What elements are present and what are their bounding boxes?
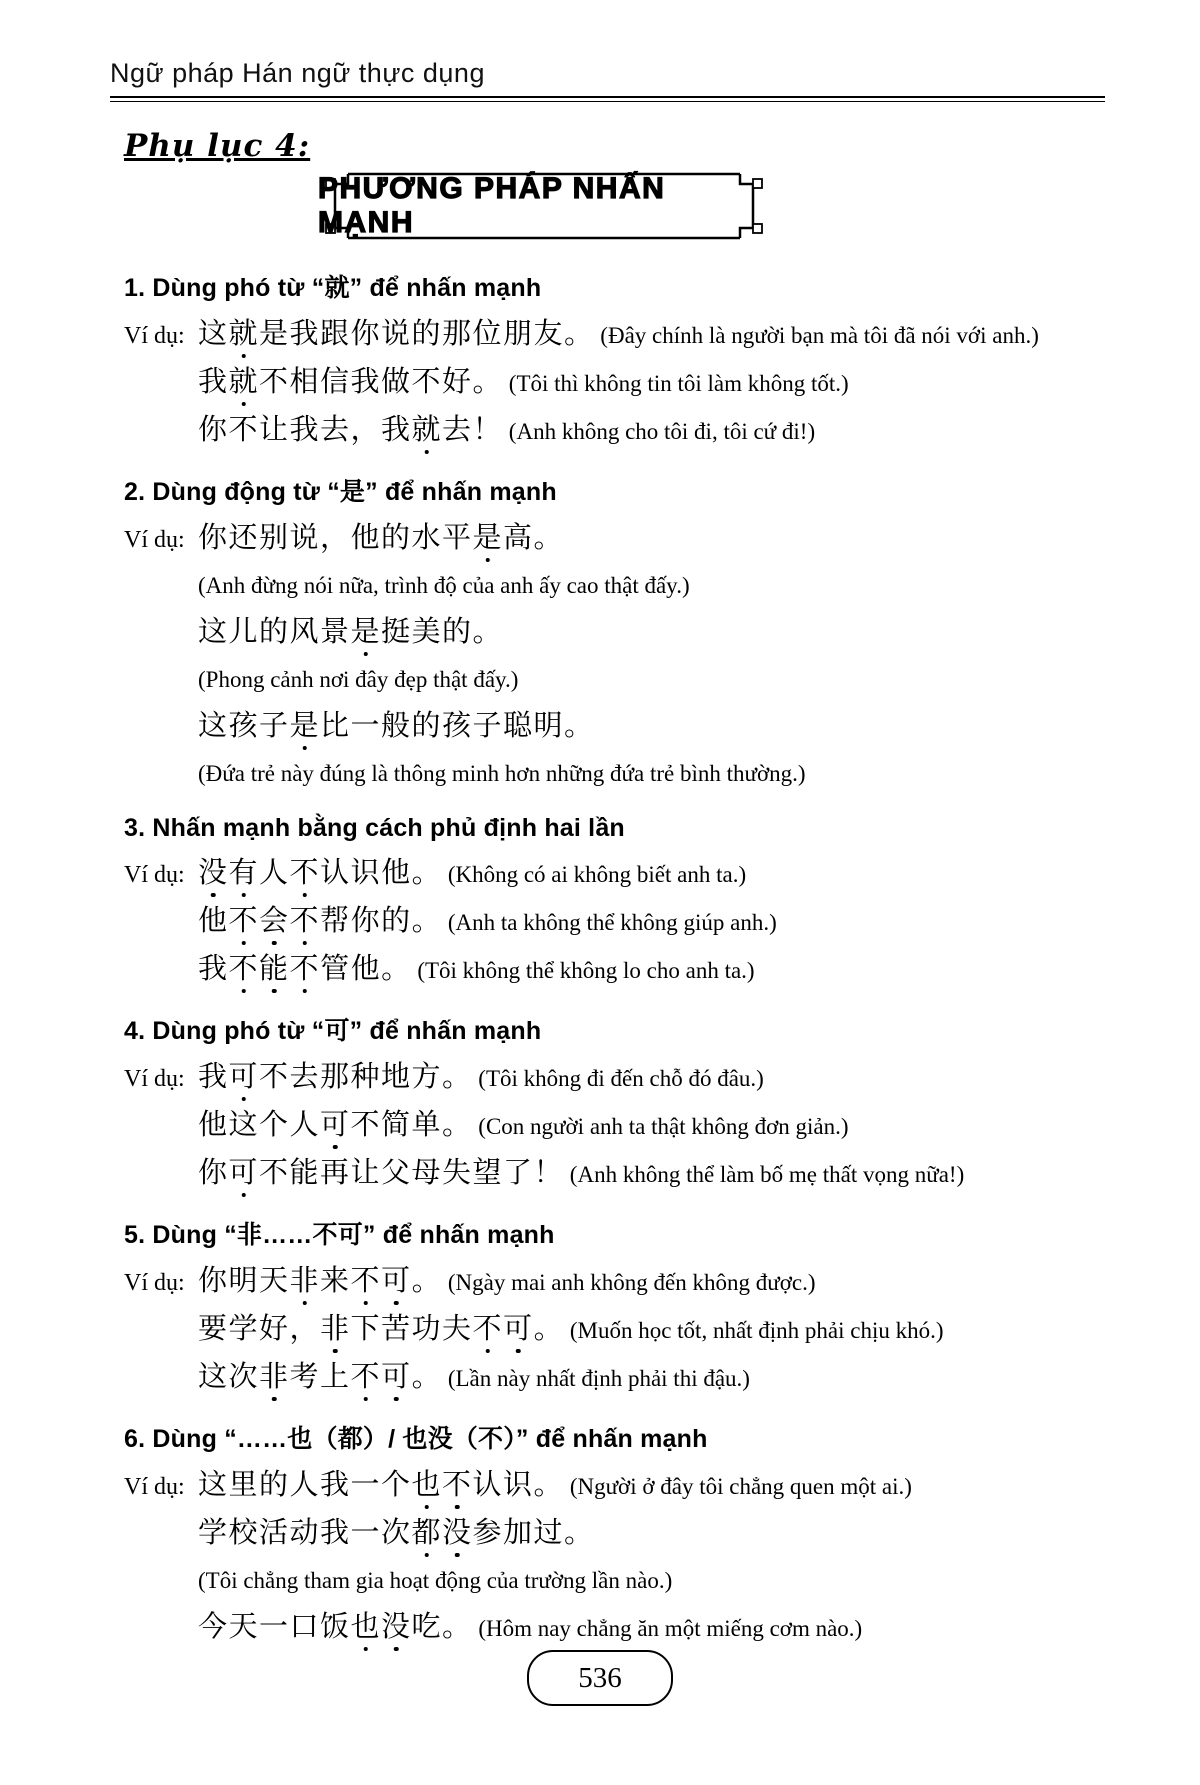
example-content [198, 360, 1105, 408]
emphasized-char: 非 [320, 1307, 351, 1350]
emphasized-char: 是 [290, 704, 321, 747]
chinese-sentence: 他不会不帮你的。 [198, 903, 442, 937]
emphasized-char: 是 [473, 516, 504, 559]
emphasized-char: 不 [290, 899, 321, 942]
example-row [110, 360, 1105, 408]
example-row [110, 610, 1105, 658]
example-content [198, 1055, 1105, 1103]
example-row [110, 312, 1105, 360]
vietnamese-translation: (Anh không cho tôi đi, tôi cứ đi!) [503, 419, 816, 444]
chinese-sentence: 你还别说，他的水平是高。 [198, 520, 564, 554]
section-lines [110, 1259, 1105, 1403]
example-content [198, 947, 1105, 995]
example-row [110, 704, 1105, 752]
emphasized-char: 是 [351, 610, 382, 653]
vietnamese-translation: (Ngày mai anh không đến không được.) [442, 1270, 816, 1295]
section-lines [110, 1463, 1105, 1653]
vietnamese-translation: (Không có ai không biết anh ta.) [442, 862, 747, 887]
emphasized-char: 不 [351, 1355, 382, 1398]
emphasized-char: 可 [381, 1259, 412, 1302]
example-content [198, 1151, 1105, 1199]
example-content [198, 1511, 1105, 1559]
example-content [198, 851, 1105, 899]
example-row [110, 516, 1105, 564]
section-heading: 3. Nhấn mạnh bằng cách phủ định hai lần [124, 814, 625, 842]
emphasized-char: 没 [442, 1511, 473, 1554]
vietnamese-translation: (Người ở đây tôi chẳng quen một ai.) [564, 1474, 912, 1499]
example-content [198, 752, 1105, 798]
vietnamese-translation: (Tôi không thể không lo cho anh ta.) [411, 958, 755, 983]
example-row [110, 564, 1105, 610]
running-header: Ngữ pháp Hán ngữ thực dụng [110, 58, 485, 88]
section-lines [110, 1055, 1105, 1199]
example-content [198, 658, 1105, 704]
vietnamese-translation: (Tôi chẳng tham gia hoạt động của trường lần nào.) [198, 1568, 673, 1593]
grammar-section [110, 1419, 1105, 1653]
vietnamese-translation: (Muốn học tốt, nhất định phải chịu khó.) [564, 1318, 944, 1343]
grammar-section [110, 1215, 1105, 1403]
emphasized-char: 能 [259, 947, 290, 990]
section-lines [110, 516, 1105, 798]
example-row [110, 1605, 1105, 1653]
appendix-title: PHƯƠNG PHÁP NHẤN MẠNH [318, 172, 666, 239]
section-heading: 2. Dùng động từ “是” để nhấn mạnh [124, 478, 557, 506]
emphasized-char: 不 [290, 947, 321, 990]
example-row [110, 408, 1105, 456]
example-content [198, 408, 1105, 456]
example-content [198, 704, 1105, 752]
emphasized-char: 没 [381, 1605, 412, 1648]
section-heading: 6. Dùng “……也（都）/ 也没（不）” để nhấn mạnh [124, 1425, 708, 1453]
example-row [110, 752, 1105, 798]
chinese-sentence: 今天一口饭也没吃。 [198, 1609, 473, 1643]
chinese-sentence: 你可不能再让父母失望了！ [198, 1155, 564, 1189]
chinese-sentence: 你明天非来不可。 [198, 1263, 442, 1297]
chinese-sentence: 这次非考上不可。 [198, 1359, 442, 1393]
chinese-sentence: 我可不去那种地方。 [198, 1059, 473, 1093]
section-lines [110, 851, 1105, 995]
emphasized-char: 也 [351, 1605, 382, 1648]
chinese-sentence: 这儿的风景是挺美的。 [198, 614, 503, 648]
grammar-section [110, 472, 1105, 798]
emphasized-char: 会 [259, 899, 290, 942]
grammar-section [110, 814, 1105, 995]
example-row [110, 1511, 1105, 1559]
grammar-section [110, 1011, 1105, 1199]
chinese-sentence: 他这个人可不简单。 [198, 1107, 473, 1141]
example-row [110, 1103, 1105, 1151]
emphasized-char: 也 [412, 1463, 443, 1506]
title-frame [318, 166, 770, 246]
emphasized-char: 就 [229, 360, 260, 403]
example-label: Ví dụ: [124, 862, 185, 888]
vietnamese-translation: (Con người anh ta thật không đơn giản.) [472, 1114, 849, 1139]
vietnamese-translation: (Anh đừng nói nữa, trình độ của anh ấy cao thật đấy.) [198, 573, 690, 598]
chinese-sentence: 这就是我跟你说的那位朋友。 [198, 316, 595, 350]
grammar-section [110, 268, 1105, 456]
emphasized-char: 不 [442, 1463, 473, 1506]
example-label: Ví dụ: [124, 323, 185, 349]
emphasized-char: 非 [259, 1355, 290, 1398]
example-content [198, 1103, 1105, 1151]
example-label: Ví dụ: [124, 1270, 185, 1296]
chinese-sentence: 我不能不管他。 [198, 951, 412, 985]
vietnamese-translation: (Tôi thì không tin tôi làm không tốt.) [503, 371, 849, 396]
chinese-sentence: 你不让我去，我就去！ [198, 412, 503, 446]
chinese-sentence: 这里的人我一个也不认识。 [198, 1467, 564, 1501]
example-content [198, 1463, 1105, 1511]
emphasized-char: 可 [229, 1151, 260, 1194]
example-row [110, 1559, 1105, 1605]
emphasized-char: 就 [229, 312, 260, 355]
emphasized-char: 不 [351, 1259, 382, 1302]
sections [110, 268, 1105, 1653]
section-heading: 4. Dùng phó từ “可” để nhấn mạnh [124, 1017, 542, 1045]
page-number-badge [527, 1650, 673, 1706]
vietnamese-translation: (Đây chính là người bạn mà tôi đã nói với anh.) [594, 323, 1039, 348]
example-content [198, 610, 1105, 658]
page-number: 536 [578, 1661, 622, 1694]
example-label: Ví dụ: [124, 1066, 185, 1092]
vietnamese-translation: (Lần này nhất định phải thi đậu.) [442, 1366, 750, 1391]
emphasized-char: 就 [412, 408, 443, 451]
vietnamese-translation: (Phong cảnh nơi đây đẹp thật đấy.) [198, 667, 519, 692]
chinese-sentence: 没有人不认识他。 [198, 855, 442, 889]
vietnamese-translation: (Hôm nay chẳng ăn một miếng cơm nào.) [472, 1616, 863, 1641]
emphasized-char: 都 [412, 1511, 443, 1554]
section-lines [110, 312, 1105, 456]
example-content [198, 1307, 1105, 1355]
example-row [110, 1151, 1105, 1199]
emphasized-char: 不 [229, 899, 260, 942]
example-content [198, 1605, 1105, 1653]
emphasized-char: 不 [229, 947, 260, 990]
appendix-label: Phụ lục 4: [124, 128, 311, 164]
example-content [198, 516, 1105, 564]
example-content [198, 564, 1105, 610]
emphasized-char: 有 [229, 851, 260, 894]
example-row [110, 1355, 1105, 1403]
emphasized-char: 可 [229, 1055, 260, 1098]
example-content [198, 1259, 1105, 1307]
header-divider [110, 96, 1105, 102]
vietnamese-translation: (Anh ta không thể không giúp anh.) [442, 910, 777, 935]
emphasized-char: 非 [290, 1259, 321, 1302]
example-row [110, 899, 1105, 947]
example-content [198, 1355, 1105, 1403]
vietnamese-translation: (Tôi không đi đến chỗ đó đâu.) [472, 1066, 764, 1091]
section-heading: 1. Dùng phó từ “就” để nhấn mạnh [124, 274, 542, 302]
emphasized-char: 不 [473, 1307, 504, 1350]
chinese-sentence: 要学好，非下苦功夫不可。 [198, 1311, 564, 1345]
example-content [198, 312, 1105, 360]
example-content [198, 1559, 1105, 1605]
chinese-sentence: 我就不相信我做不好。 [198, 364, 503, 398]
example-row [110, 947, 1105, 995]
emphasized-char: 不 [290, 851, 321, 894]
example-row [110, 1055, 1105, 1103]
section-heading: 5. Dùng “非……不可” để nhấn mạnh [124, 1221, 555, 1249]
emphasized-char: 可 [320, 1103, 351, 1146]
example-content [198, 899, 1105, 947]
vietnamese-translation: (Anh không thể làm bố mẹ thất vọng nữa!) [564, 1162, 965, 1187]
emphasized-char: 没 [198, 851, 229, 894]
chinese-sentence: 学校活动我一次都没参加过。 [198, 1515, 595, 1549]
example-label: Ví dụ: [124, 1474, 185, 1500]
example-row [110, 851, 1105, 899]
example-row [110, 1463, 1105, 1511]
emphasized-char: 可 [503, 1307, 534, 1350]
example-label: Ví dụ: [124, 527, 185, 553]
vietnamese-translation: (Đứa trẻ này đúng là thông minh hơn những đứa trẻ bình thường.) [198, 761, 806, 786]
chinese-sentence: 这孩子是比一般的孩子聪明。 [198, 708, 595, 742]
example-row [110, 658, 1105, 704]
example-row [110, 1259, 1105, 1307]
example-row [110, 1307, 1105, 1355]
emphasized-char: 可 [381, 1355, 412, 1398]
